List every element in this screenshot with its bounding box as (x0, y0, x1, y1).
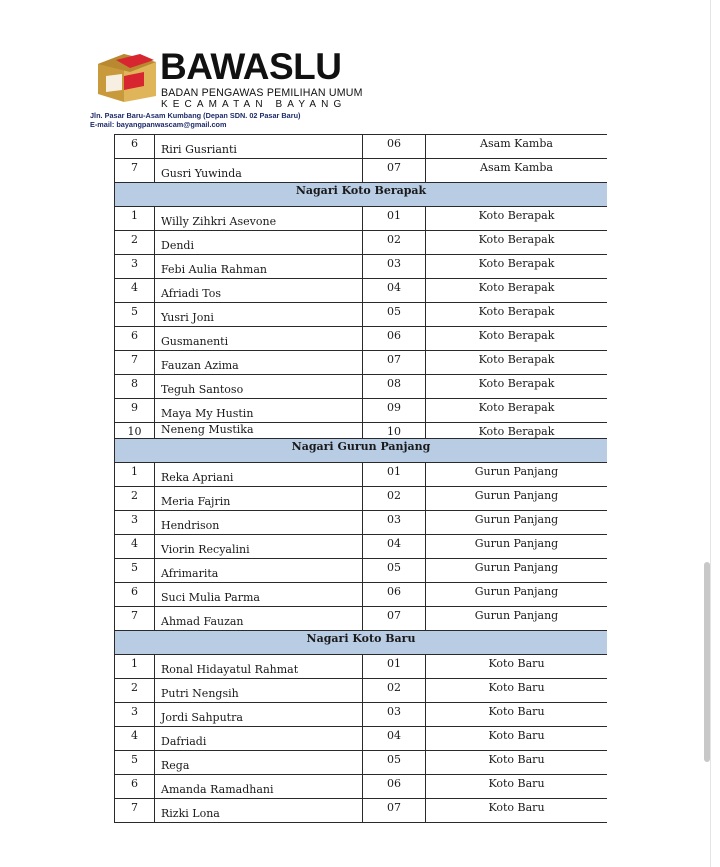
section-title: Nagari Gurun Panjang (115, 439, 608, 463)
row-number: 9 (115, 399, 155, 423)
member-name: Gusri Yuwinda (155, 159, 363, 183)
table-row (115, 583, 608, 607)
brand-title: BAWASLU (160, 46, 342, 87)
nagari-name: Koto Baru (426, 703, 608, 727)
row-number: 2 (115, 231, 155, 255)
member-code: 09 (363, 399, 426, 423)
nagari-name: Koto Berapak (426, 207, 608, 231)
member-code: 05 (363, 751, 426, 775)
nagari-name: Koto Baru (426, 655, 608, 679)
member-name: Febi Aulia Rahman (155, 255, 363, 279)
table-row (115, 423, 608, 439)
row-number: 4 (115, 279, 155, 303)
member-name: Suci Mulia Parma (155, 583, 363, 607)
table-row (115, 375, 608, 399)
row-number: 7 (115, 351, 155, 375)
member-code: 08 (363, 375, 426, 399)
row-number: 1 (115, 463, 155, 487)
row-number: 5 (115, 751, 155, 775)
section-header-row (115, 183, 608, 207)
member-code: 04 (363, 279, 426, 303)
member-code: 06 (363, 135, 426, 159)
letterhead (86, 38, 363, 130)
member-code: 06 (363, 775, 426, 799)
nagari-name: Koto Berapak (426, 231, 608, 255)
member-code: 01 (363, 207, 426, 231)
row-number: 6 (115, 583, 155, 607)
section-header-row (115, 439, 608, 463)
nagari-name: Koto Berapak (426, 423, 608, 439)
member-name: Jordi Sahputra (155, 703, 363, 727)
member-name: Fauzan Azima (155, 351, 363, 375)
table-row (115, 679, 608, 703)
nagari-name: Koto Berapak (426, 255, 608, 279)
bawaslu-logo (94, 50, 160, 108)
member-code: 04 (363, 535, 426, 559)
row-number: 5 (115, 559, 155, 583)
member-code: 10 (363, 423, 426, 439)
row-number: 4 (115, 535, 155, 559)
member-code: 05 (363, 559, 426, 583)
row-number: 1 (115, 207, 155, 231)
member-code: 06 (363, 327, 426, 351)
member-code: 02 (363, 231, 426, 255)
member-name: Rega (155, 751, 363, 775)
member-name: Viorin Recyalini (155, 535, 363, 559)
member-name: Amanda Ramadhani (155, 775, 363, 799)
nagari-name: Gurun Panjang (426, 559, 608, 583)
member-code: 01 (363, 463, 426, 487)
table-row (115, 255, 608, 279)
row-number: 6 (115, 327, 155, 351)
row-number: 2 (115, 679, 155, 703)
table-row (115, 303, 608, 327)
row-number: 7 (115, 799, 155, 823)
member-code: 07 (363, 799, 426, 823)
table-row (115, 487, 608, 511)
table-row (115, 351, 608, 375)
member-code: 04 (363, 727, 426, 751)
member-name: Neneng Mustika (155, 423, 363, 439)
member-table (114, 134, 607, 823)
row-number: 10 (115, 423, 155, 439)
district-name: KECAMATAN BAYANG (161, 99, 347, 110)
nagari-name: Koto Baru (426, 727, 608, 751)
table-row (115, 327, 608, 351)
member-code: 06 (363, 583, 426, 607)
nagari-name: Asam Kamba (426, 159, 608, 183)
member-code: 02 (363, 679, 426, 703)
member-name: Gusmanenti (155, 327, 363, 351)
member-name: Ahmad Fauzan (155, 607, 363, 631)
nagari-name: Asam Kamba (426, 135, 608, 159)
member-name: Willy Zihkri Asevone (155, 207, 363, 231)
nagari-name: Koto Baru (426, 679, 608, 703)
nagari-name: Koto Berapak (426, 375, 608, 399)
row-number: 2 (115, 487, 155, 511)
table-row (115, 511, 608, 535)
table-row (115, 279, 608, 303)
nagari-name: Gurun Panjang (426, 583, 608, 607)
member-name: Maya My Hustin (155, 399, 363, 423)
table-row (115, 559, 608, 583)
member-name: Yusri Joni (155, 303, 363, 327)
row-number: 6 (115, 135, 155, 159)
nagari-name: Koto Baru (426, 799, 608, 823)
table-row (115, 703, 608, 727)
row-number: 5 (115, 303, 155, 327)
table-row (115, 751, 608, 775)
section-title: Nagari Koto Baru (115, 631, 608, 655)
member-name: Riri Gusrianti (155, 135, 363, 159)
address-line: Jln. Pasar Baru-Asam Kumbang (Depan SDN. 02 Pasar Baru) (90, 111, 301, 120)
table-row (115, 207, 608, 231)
member-name: Afrimarita (155, 559, 363, 583)
member-name: Dafriadi (155, 727, 363, 751)
nagari-name: Koto Baru (426, 751, 608, 775)
table-row (115, 231, 608, 255)
member-code: 07 (363, 607, 426, 631)
section-title: Nagari Koto Berapak (115, 183, 608, 207)
member-name: Ronal Hidayatul Rahmat (155, 655, 363, 679)
nagari-name: Koto Baru (426, 775, 608, 799)
table-row (115, 159, 608, 183)
member-code: 03 (363, 703, 426, 727)
member-code: 03 (363, 255, 426, 279)
row-number: 7 (115, 159, 155, 183)
table-row (115, 775, 608, 799)
nagari-name: Gurun Panjang (426, 607, 608, 631)
member-name: Putri Nengsih (155, 679, 363, 703)
row-number: 7 (115, 607, 155, 631)
nagari-name: Koto Berapak (426, 399, 608, 423)
nagari-name: Koto Berapak (426, 327, 608, 351)
table-row (115, 135, 608, 159)
nagari-name: Koto Berapak (426, 303, 608, 327)
member-code: 02 (363, 487, 426, 511)
member-name: Afriadi Tos (155, 279, 363, 303)
member-name: Hendrison (155, 511, 363, 535)
email-line: E-mail: bayangpanwascam@gmail.com (90, 120, 227, 129)
row-number: 3 (115, 511, 155, 535)
member-name: Dendi (155, 231, 363, 255)
nagari-name: Gurun Panjang (426, 463, 608, 487)
table-row (115, 727, 608, 751)
member-name: Teguh Santoso (155, 375, 363, 399)
row-number: 3 (115, 703, 155, 727)
nagari-name: Koto Berapak (426, 279, 608, 303)
member-name: Reka Apriani (155, 463, 363, 487)
member-code: 03 (363, 511, 426, 535)
nagari-name: Gurun Panjang (426, 511, 608, 535)
nagari-name: Gurun Panjang (426, 535, 608, 559)
table-row (115, 399, 608, 423)
table-row (115, 655, 608, 679)
member-table-container (114, 134, 607, 828)
member-code: 07 (363, 351, 426, 375)
nagari-name: Koto Berapak (426, 351, 608, 375)
vertical-scrollbar[interactable] (704, 562, 710, 762)
table-row (115, 607, 608, 631)
member-code: 01 (363, 655, 426, 679)
member-code: 05 (363, 303, 426, 327)
table-row (115, 535, 608, 559)
section-header-row (115, 631, 608, 655)
agency-name: BADAN PENGAWAS PEMILIHAN UMUM (161, 87, 363, 99)
member-name: Meria Fajrin (155, 487, 363, 511)
row-number: 8 (115, 375, 155, 399)
table-row (115, 799, 608, 823)
member-code: 07 (363, 159, 426, 183)
nagari-name: Gurun Panjang (426, 487, 608, 511)
row-number: 3 (115, 255, 155, 279)
row-number: 1 (115, 655, 155, 679)
row-number: 4 (115, 727, 155, 751)
member-name: Rizki Lona (155, 799, 363, 823)
row-number: 6 (115, 775, 155, 799)
table-row (115, 463, 608, 487)
